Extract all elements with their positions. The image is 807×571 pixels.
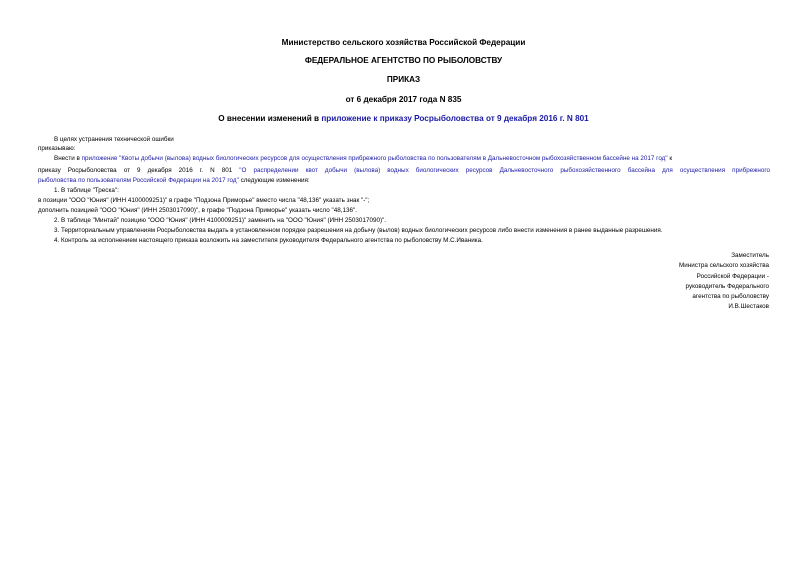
amendment-suffix: следующие изменения: [238, 177, 310, 184]
item-2: 2. В таблице "Минтай" позицию "ООО "Юния" (ИНН 4100009251)" заменить на "ООО "Юния" (ИНН 2503017090)". [54, 217, 387, 224]
signature-position-line-4: руководитель Федерального [685, 282, 769, 290]
signature-position-line-1: Заместитель [731, 252, 769, 259]
preamble-decree: приказываю: [38, 145, 76, 153]
signature-position-line-3: Российской Федерации - [696, 272, 769, 280]
order-title-link-part2[interactable]: рыболовства по пользователям Российской Федерации на 2017 год" [38, 177, 239, 184]
appendix-link[interactable]: приложение "Квоты добычи (вылова) водных биологических ресурсов для осуществления прибрежного рыболовства по пользователям в Дальневосточном рыбохозяйственном бассейне на 2017 год" [81, 155, 668, 162]
item-1-heading: 1. В таблице "Треска": [54, 187, 119, 194]
amendment-line-3 [38, 176, 310, 185]
amendment-line-2 [38, 166, 770, 175]
order-date-number: от 6 декабря 2017 года N 835 [345, 95, 462, 104]
signature-block [569, 251, 769, 313]
signature-position-line-5: агентства по рыболовству [692, 293, 769, 301]
amendment-prefix: Внести в [54, 155, 82, 162]
signature-position-line-2: Министра сельского хозяйства [679, 262, 769, 270]
document-type-heading: ПРИКАЗ [386, 75, 421, 84]
order-subject [0, 114, 807, 124]
order-title-link-part1[interactable]: "О распределении квот добычи (вылова) водных биологических ресурсов Дальневосточного рыбохозяйственного бассейна для осуществления прибрежного [239, 167, 770, 174]
item-4: 4. Контроль за исполнением настоящего приказа возложить на заместителя руководителя Федерального агентства по рыболовству М.С.Иваника. [54, 237, 483, 244]
item-1-change-b: дополнить позицией "ООО "Юния" (ИНН 2503017090)", в графе "Подзона Приморье" указать число "48,136". [38, 207, 358, 214]
signatory-name: И.В.Шестаков [728, 303, 769, 311]
agency-heading: ФЕДЕРАЛЬНОЕ АГЕНТСТВО ПО РЫБОЛОВСТВУ [304, 56, 503, 65]
subject-link[interactable]: приложение к приказу Росрыболовства от 9 декабря 2016 г. N 801 [321, 114, 589, 123]
item-1-change-a: в позиции "ООО "Юния" (ИНН 4100009251)" в графе "Подзона Приморье" вместо числа "48,136" указать знак "-"; [38, 197, 370, 204]
preamble-line: В целях устранения технической ошибки [54, 136, 174, 143]
item-3: 3. Территориальным управлениям Росрыболовства выдать в установленном порядке разрешения на добычу (вылов) водных биологических ресурсов либо внести изменения в ранее выданные разрешения. [54, 227, 663, 234]
ministry-heading: Министерство сельского хозяйства Российской Федерации [281, 38, 526, 47]
amendment-line-1 [54, 154, 672, 163]
order-reference: приказу Росрыболовства от 9 декабря 2016 г. N 801 [38, 167, 240, 174]
subject-prefix: О внесении изменений в [218, 114, 322, 123]
amendment-mid: к [667, 155, 673, 162]
